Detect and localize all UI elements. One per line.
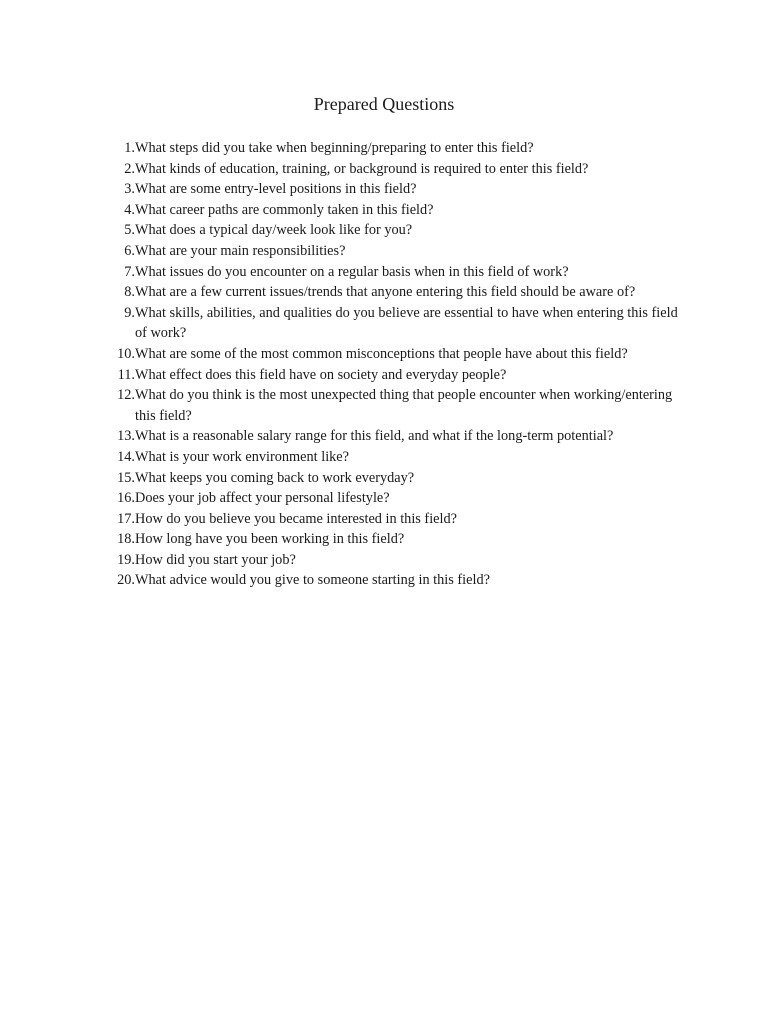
list-item [104, 447, 684, 468]
list-item [104, 344, 684, 365]
question-text: What kinds of education, training, or background is required to enter this field? [135, 160, 589, 177]
question-number: 4. [124, 201, 135, 218]
list-item [104, 200, 684, 221]
question-number: 15. [117, 469, 135, 486]
document-title: Prepared Questions [313, 94, 455, 114]
question-text: How long have you been working in this field? [135, 531, 405, 548]
list-item [104, 241, 684, 262]
question-text: What is a reasonable salary range for this field, and what if the long-term potential? [135, 428, 614, 445]
question-number: 2. [124, 160, 135, 177]
question-number: 5. [124, 222, 135, 239]
question-number: 16. [117, 490, 135, 507]
list-item [104, 282, 684, 303]
question-text: What advice would you give to someone starting in this field? [135, 572, 490, 589]
list-item [104, 488, 684, 509]
list-item [104, 262, 684, 283]
question-number: 14. [117, 448, 135, 465]
list-item [104, 550, 684, 571]
question-text: What career paths are commonly taken in this field? [135, 201, 434, 218]
question-number: 20. [117, 572, 135, 589]
list-item [104, 138, 684, 159]
question-text: How did you start your job? [135, 551, 296, 568]
question-text: Does your job affect your personal lifestyle? [135, 490, 390, 507]
question-number: 3. [124, 181, 135, 198]
question-number: 19. [117, 551, 135, 568]
question-number: 10. [117, 345, 135, 362]
list-item [104, 509, 684, 530]
question-number: 6. [124, 242, 135, 259]
question-text: What are your main responsibilities? [135, 242, 346, 259]
question-text: What effect does this field have on society and everyday people? [135, 366, 507, 383]
question-text: What are some entry-level positions in this field? [135, 181, 417, 198]
list-item [104, 365, 684, 386]
question-number: 12. [117, 387, 135, 404]
question-text: What are a few current issues/trends that anyone entering this field should be aware of? [135, 284, 636, 301]
list-item [104, 468, 684, 489]
question-text: How do you believe you became interested in this field? [135, 510, 457, 527]
list-item [104, 303, 684, 344]
list-item [104, 220, 684, 241]
question-number: 7. [124, 263, 135, 280]
question-list [104, 138, 684, 591]
question-number: 11. [117, 366, 135, 383]
question-text: What keeps you coming back to work everyday? [135, 469, 415, 486]
list-item [104, 570, 684, 591]
list-item [104, 426, 684, 447]
question-number: 13. [117, 428, 135, 445]
question-text: What does a typical day/week look like for you? [135, 222, 413, 239]
question-number: 8. [124, 284, 135, 301]
list-item [104, 179, 684, 200]
question-number: 1. [124, 140, 135, 156]
question-text: What issues do you encounter on a regular basis when in this field of work? [135, 263, 569, 280]
question-text: What steps did you take when beginning/preparing to enter this field? [135, 140, 534, 156]
question-text: What is your work environment like? [135, 448, 349, 465]
list-item [104, 529, 684, 550]
question-text: What skills, abilities, and qualities do you believe are essential to have when entering this field of work? [135, 304, 678, 342]
question-text: What are some of the most common misconceptions that people have about this field? [135, 345, 628, 362]
list-item [104, 159, 684, 180]
question-number: 18. [117, 531, 135, 548]
question-text: What do you think is the most unexpected thing that people encounter when working/entering this field? [135, 387, 673, 424]
question-number: 17. [117, 510, 135, 527]
question-number: 9. [124, 304, 135, 321]
list-item [104, 385, 684, 426]
